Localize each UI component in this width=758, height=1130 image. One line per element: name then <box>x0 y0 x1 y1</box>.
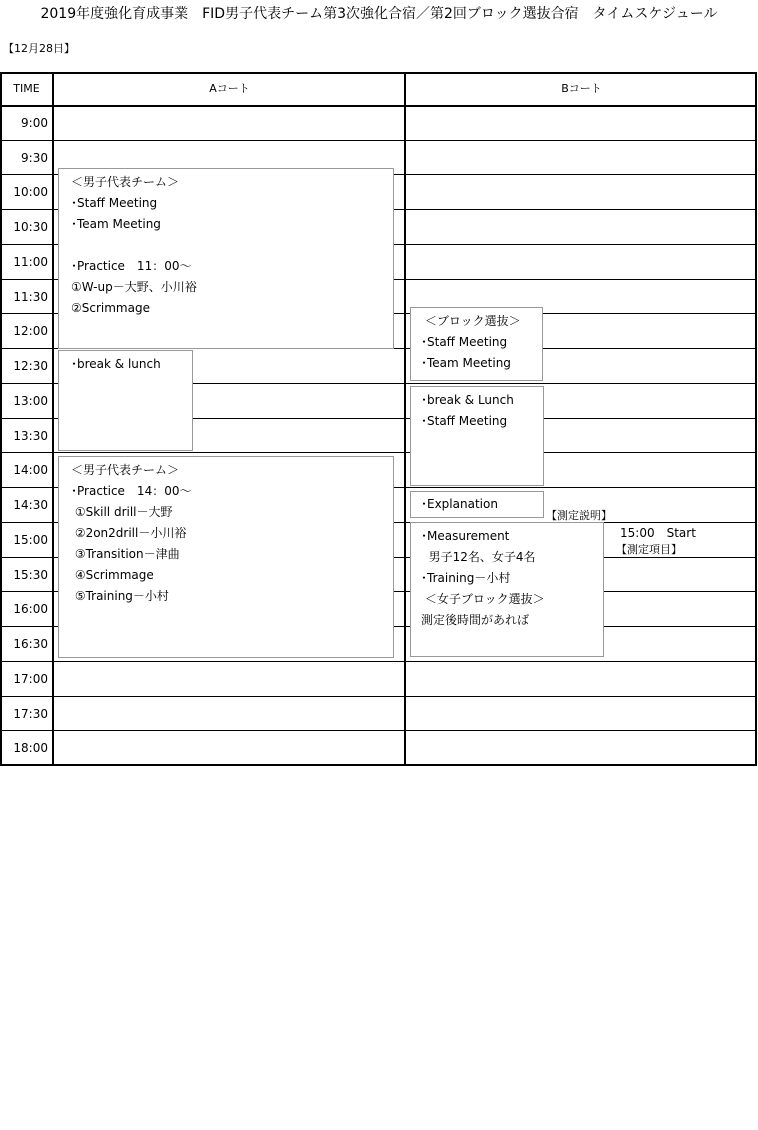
block-line: ･break & lunch <box>71 357 161 371</box>
block-line: ･break & Lunch <box>421 393 514 407</box>
schedule-date: 【12月28日】 <box>3 42 75 55</box>
block-line: ･Explanation <box>421 497 498 511</box>
block-line: ＜女子ブロック選抜＞ <box>421 592 545 606</box>
block-line: ④Scrimmage <box>71 568 154 582</box>
header-court-b: Bコート <box>561 82 602 95</box>
block-line: ②Scrimmage <box>71 301 150 315</box>
time-label: 14:30 <box>13 498 48 513</box>
note-explain: 【測定説明】 <box>546 509 612 522</box>
block-line: ･Measurement <box>421 529 510 543</box>
block-line <box>71 235 393 256</box>
block-line: ･Team Meeting <box>71 217 161 231</box>
time-label: 16:00 <box>13 602 48 617</box>
time-label: 13:30 <box>13 428 48 443</box>
block-line: ③Transition－津曲 <box>71 547 180 561</box>
block-line: ②2on2drill－小川裕 <box>71 526 187 540</box>
block-line: ⑤Training－小村 <box>71 589 169 603</box>
page-title: 2019年度強化育成事業 FID男子代表チーム第3次強化合宿／第2回ブロック選抜合宿 タイムスケジュール <box>40 6 718 22</box>
time-label: 15:00 <box>13 532 48 547</box>
court-b-block-measurement <box>410 522 604 657</box>
block-line: ･Practice 11：00～ <box>71 259 192 273</box>
court-b-block-meeting <box>410 307 543 381</box>
time-label: 12:30 <box>13 359 48 374</box>
time-label: 17:00 <box>13 671 48 686</box>
time-label: 11:30 <box>13 289 48 304</box>
time-label: 14:00 <box>13 463 48 478</box>
block-line: ･Staff Meeting <box>71 196 158 210</box>
time-label: 11:00 <box>13 254 48 269</box>
note-start-time: 15:00 Start <box>620 526 696 540</box>
court-b-block-lunch <box>410 386 544 486</box>
time-label: 17:30 <box>13 706 48 721</box>
block-line: ･Practice 14：00～ <box>71 484 192 498</box>
time-label: 18:00 <box>13 741 48 756</box>
time-label: 10:30 <box>13 220 48 235</box>
time-label: 12:00 <box>13 324 48 339</box>
header-court-a: Aコート <box>209 82 250 95</box>
note-measure: 【測定項目】 <box>616 543 682 556</box>
time-label: 13:00 <box>13 393 48 408</box>
block-line: ･Staff Meeting <box>421 414 508 428</box>
block-line: 測定後時間があれば <box>421 613 530 627</box>
header-time: TIME <box>13 82 40 95</box>
time-label: 9:00 <box>21 116 48 130</box>
court-a-block-lunch <box>58 350 193 451</box>
block-line: 男子12名、女子4名 <box>421 550 536 564</box>
court-a-block-afternoon <box>58 456 394 658</box>
block-line: ･Team Meeting <box>421 356 511 370</box>
court-b-block-explanation <box>410 491 544 518</box>
block-line: ･Staff Meeting <box>421 335 508 349</box>
block-line: ①Skill drill－大野 <box>71 505 173 519</box>
time-label: 16:30 <box>13 637 48 652</box>
court-a-block-morning <box>58 168 394 349</box>
block-line: ①W-up－大野、小川裕 <box>71 280 197 294</box>
time-label: 9:30 <box>21 150 48 165</box>
time-label: 10:00 <box>13 185 48 200</box>
block-line: ＜男子代表チーム＞ <box>71 463 180 477</box>
block-line: ･Training－小村 <box>421 571 511 585</box>
time-label: 15:30 <box>13 567 48 582</box>
block-line: ＜男子代表チーム＞ <box>71 175 180 189</box>
block-line: ＜ブロック選抜＞ <box>421 314 521 328</box>
